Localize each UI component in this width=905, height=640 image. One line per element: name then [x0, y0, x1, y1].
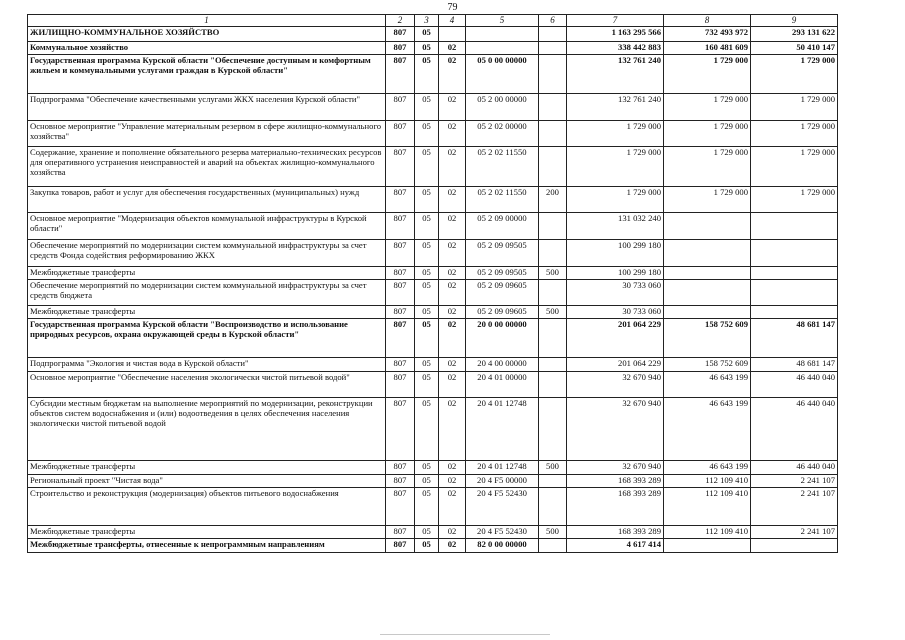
subsection-code: 02 — [439, 41, 466, 54]
amount-year-2 — [664, 212, 751, 239]
table-row — [28, 93, 838, 120]
row-name: Межбюджетные трансферты — [28, 460, 386, 474]
ministry-code: 807 — [386, 266, 415, 279]
amount-year-1: 168 393 289 — [567, 525, 664, 538]
amount-year-1: 32 670 940 — [567, 371, 664, 397]
section-code: 05 — [415, 54, 439, 93]
subsection-code: 02 — [439, 487, 466, 525]
section-code: 05 — [415, 538, 439, 552]
row-name: Основное мероприятие "Модернизация объектов коммунальной инфраструктуры в Курской области" — [28, 212, 386, 239]
table-row — [28, 371, 838, 397]
row-name: Подпрограмма "Обеспечение качественными услугами ЖКХ населения Курской области" — [28, 93, 386, 120]
row-name: ЖИЛИЩНО-КОММУНАЛЬНОЕ ХОЗЯЙСТВО — [28, 26, 386, 41]
section-code: 05 — [415, 186, 439, 212]
subsection-code: 02 — [439, 357, 466, 371]
row-name: Межбюджетные трансферты — [28, 266, 386, 279]
column-number-row — [28, 15, 838, 27]
target-article-code — [466, 41, 539, 54]
column-number: 7 — [567, 15, 664, 27]
amount-year-3 — [751, 212, 838, 239]
amount-year-1: 32 670 940 — [567, 397, 664, 460]
table-row — [28, 538, 838, 552]
amount-year-2 — [664, 266, 751, 279]
ministry-code: 807 — [386, 41, 415, 54]
row-name: Государственная программа Курской области "Воспроизводство и использование природных ресурсов, охрана окружающей среды в Курской области" — [28, 318, 386, 357]
row-name: Основное мероприятие "Обеспечение населения экологически чистой питьевой водой" — [28, 371, 386, 397]
target-article-code: 05 2 09 09505 — [466, 266, 539, 279]
amount-year-2: 158 752 609 — [664, 318, 751, 357]
amount-year-1: 32 670 940 — [567, 460, 664, 474]
row-name: Основное мероприятие "Управление материальным резервом в сфере жилищно-коммунального хозяйства" — [28, 120, 386, 146]
subsection-code: 02 — [439, 525, 466, 538]
amount-year-3: 1 729 000 — [751, 54, 838, 93]
target-article-code: 20 4 F5 52430 — [466, 487, 539, 525]
expense-type-code — [539, 26, 567, 41]
table-row — [28, 239, 838, 266]
row-name: Региональный проект "Чистая вода" — [28, 474, 386, 487]
expense-type-code — [539, 146, 567, 186]
ministry-code: 807 — [386, 397, 415, 460]
target-article-code: 05 2 00 00000 — [466, 93, 539, 120]
target-article-code: 20 4 F5 00000 — [466, 474, 539, 487]
amount-year-3: 46 440 040 — [751, 371, 838, 397]
ministry-code: 807 — [386, 212, 415, 239]
ministry-code: 807 — [386, 120, 415, 146]
expense-type-code — [539, 212, 567, 239]
amount-year-3 — [751, 305, 838, 318]
expense-type-code — [539, 93, 567, 120]
target-article-code: 20 4 01 00000 — [466, 371, 539, 397]
amount-year-1: 168 393 289 — [567, 487, 664, 525]
table-row — [28, 41, 838, 54]
expense-type-code — [539, 120, 567, 146]
amount-year-3: 1 729 000 — [751, 93, 838, 120]
ministry-code: 807 — [386, 538, 415, 552]
amount-year-1: 1 729 000 — [567, 146, 664, 186]
target-article-code: 05 2 09 09605 — [466, 279, 539, 305]
ministry-code: 807 — [386, 474, 415, 487]
amount-year-3: 48 681 147 — [751, 318, 838, 357]
table-row — [28, 212, 838, 239]
amount-year-3: 293 131 622 — [751, 26, 838, 41]
ministry-code: 807 — [386, 525, 415, 538]
amount-year-1: 100 299 180 — [567, 239, 664, 266]
amount-year-2: 160 481 609 — [664, 41, 751, 54]
expense-type-code — [539, 239, 567, 266]
amount-year-1: 30 733 060 — [567, 305, 664, 318]
section-code: 05 — [415, 397, 439, 460]
ministry-code: 807 — [386, 318, 415, 357]
ministry-code: 807 — [386, 487, 415, 525]
section-code: 05 — [415, 120, 439, 146]
row-name: Межбюджетные трансферты, отнесенные к непрограммным направлениям — [28, 538, 386, 552]
expense-type-code — [539, 538, 567, 552]
expense-type-code — [539, 397, 567, 460]
table-row — [28, 460, 838, 474]
row-name: Межбюджетные трансферты — [28, 525, 386, 538]
subsection-code: 02 — [439, 266, 466, 279]
amount-year-3 — [751, 266, 838, 279]
amount-year-1: 132 761 240 — [567, 54, 664, 93]
target-article-code: 05 2 02 11550 — [466, 186, 539, 212]
column-number: 1 — [28, 15, 386, 27]
section-code: 05 — [415, 305, 439, 318]
expense-type-code: 200 — [539, 186, 567, 212]
expense-type-code: 500 — [539, 266, 567, 279]
ministry-code: 807 — [386, 371, 415, 397]
column-number: 8 — [664, 15, 751, 27]
row-name: Закупка товаров, работ и услуг для обеспечения государственных (муниципальных) нужд — [28, 186, 386, 212]
amount-year-3: 46 440 040 — [751, 397, 838, 460]
amount-year-3 — [751, 239, 838, 266]
table-row — [28, 54, 838, 93]
amount-year-3: 46 440 040 — [751, 460, 838, 474]
target-article-code: 20 0 00 00000 — [466, 318, 539, 357]
section-code: 05 — [415, 460, 439, 474]
section-code: 05 — [415, 41, 439, 54]
column-number: 9 — [751, 15, 838, 27]
amount-year-1: 168 393 289 — [567, 474, 664, 487]
table-row — [28, 279, 838, 305]
target-article-code: 20 4 F5 52430 — [466, 525, 539, 538]
ministry-code: 807 — [386, 26, 415, 41]
amount-year-3: 1 729 000 — [751, 146, 838, 186]
expense-type-code — [539, 54, 567, 93]
expense-type-code: 500 — [539, 525, 567, 538]
amount-year-1: 1 729 000 — [567, 120, 664, 146]
subsection-code: 02 — [439, 371, 466, 397]
target-article-code: 20 4 01 12748 — [466, 397, 539, 460]
amount-year-1: 338 442 883 — [567, 41, 664, 54]
table-row — [28, 525, 838, 538]
ministry-code: 807 — [386, 93, 415, 120]
section-code: 05 — [415, 279, 439, 305]
table-row — [28, 146, 838, 186]
subsection-code: 02 — [439, 538, 466, 552]
table-row — [28, 318, 838, 357]
expense-type-code — [539, 474, 567, 487]
amount-year-1: 100 299 180 — [567, 266, 664, 279]
target-article-code: 05 2 02 00000 — [466, 120, 539, 146]
subsection-code: 02 — [439, 93, 466, 120]
target-article-code: 20 4 00 00000 — [466, 357, 539, 371]
amount-year-2: 1 729 000 — [664, 146, 751, 186]
amount-year-2 — [664, 239, 751, 266]
amount-year-3: 50 410 147 — [751, 41, 838, 54]
amount-year-3: 2 241 107 — [751, 474, 838, 487]
row-name: Строительство и реконструкция (модернизация) объектов питьевого водоснабжения — [28, 487, 386, 525]
expense-type-code — [539, 279, 567, 305]
amount-year-2: 1 729 000 — [664, 186, 751, 212]
column-number: 5 — [466, 15, 539, 27]
subsection-code: 02 — [439, 212, 466, 239]
amount-year-2: 1 729 000 — [664, 120, 751, 146]
table-row — [28, 474, 838, 487]
expense-type-code — [539, 318, 567, 357]
ministry-code: 807 — [386, 305, 415, 318]
expense-type-code — [539, 41, 567, 54]
amount-year-1: 201 064 229 — [567, 318, 664, 357]
amount-year-2: 46 643 199 — [664, 371, 751, 397]
target-article-code: 20 4 01 12748 — [466, 460, 539, 474]
target-article-code: 05 0 00 00000 — [466, 54, 539, 93]
ministry-code: 807 — [386, 146, 415, 186]
table-row — [28, 305, 838, 318]
expense-type-code: 500 — [539, 460, 567, 474]
table-body — [28, 15, 838, 553]
section-code: 05 — [415, 239, 439, 266]
row-name: Коммунальное хозяйство — [28, 41, 386, 54]
amount-year-1: 131 032 240 — [567, 212, 664, 239]
target-article-code: 05 2 09 09605 — [466, 305, 539, 318]
expense-type-code — [539, 357, 567, 371]
target-article-code: 05 2 09 00000 — [466, 212, 539, 239]
budget-table — [27, 14, 838, 553]
amount-year-2 — [664, 279, 751, 305]
subsection-code: 02 — [439, 397, 466, 460]
expense-type-code — [539, 371, 567, 397]
section-code: 05 — [415, 26, 439, 41]
column-number: 6 — [539, 15, 567, 27]
amount-year-2: 732 493 972 — [664, 26, 751, 41]
section-code: 05 — [415, 357, 439, 371]
amount-year-1: 201 064 229 — [567, 357, 664, 371]
amount-year-1: 1 729 000 — [567, 186, 664, 212]
table-row — [28, 266, 838, 279]
amount-year-2: 112 109 410 — [664, 525, 751, 538]
subsection-code: 02 — [439, 305, 466, 318]
section-code: 05 — [415, 487, 439, 525]
section-code: 05 — [415, 474, 439, 487]
amount-year-1: 132 761 240 — [567, 93, 664, 120]
ministry-code: 807 — [386, 186, 415, 212]
section-code: 05 — [415, 146, 439, 186]
subsection-code: 02 — [439, 54, 466, 93]
amount-year-3: 1 729 000 — [751, 120, 838, 146]
table-row — [28, 186, 838, 212]
column-number: 2 — [386, 15, 415, 27]
target-article-code — [466, 26, 539, 41]
amount-year-2: 1 729 000 — [664, 54, 751, 93]
subsection-code: 02 — [439, 120, 466, 146]
subsection-code: 02 — [439, 474, 466, 487]
subsection-code: 02 — [439, 318, 466, 357]
section-code: 05 — [415, 266, 439, 279]
page-number: 79 — [447, 2, 458, 13]
row-name: Государственная программа Курской области "Обеспечение доступным и комфортным жильем и коммунальными услугами граждан в Курской области" — [28, 54, 386, 93]
scan-artifact — [380, 634, 550, 635]
amount-year-1: 30 733 060 — [567, 279, 664, 305]
row-name: Подпрограмма "Экология и чистая вода в Курской области" — [28, 357, 386, 371]
amount-year-2: 158 752 609 — [664, 357, 751, 371]
amount-year-2: 112 109 410 — [664, 474, 751, 487]
amount-year-2 — [664, 305, 751, 318]
table-row — [28, 397, 838, 460]
table-row — [28, 120, 838, 146]
amount-year-2: 46 643 199 — [664, 460, 751, 474]
expense-type-code: 500 — [539, 305, 567, 318]
row-name: Обеспечение мероприятий по модернизации систем коммунальной инфраструктуры за счет средств бюджета — [28, 279, 386, 305]
target-article-code: 05 2 02 11550 — [466, 146, 539, 186]
amount-year-2 — [664, 538, 751, 552]
amount-year-1: 4 617 414 — [567, 538, 664, 552]
section-code: 05 — [415, 93, 439, 120]
amount-year-2: 112 109 410 — [664, 487, 751, 525]
ministry-code: 807 — [386, 357, 415, 371]
amount-year-3 — [751, 538, 838, 552]
amount-year-3 — [751, 279, 838, 305]
subsection-code: 02 — [439, 279, 466, 305]
section-code: 05 — [415, 525, 439, 538]
row-name: Обеспечение мероприятий по модернизации систем коммунальной инфраструктуры за счет средств Фонда содействия реформированию ЖКХ — [28, 239, 386, 266]
column-number: 4 — [439, 15, 466, 27]
section-code: 05 — [415, 318, 439, 357]
subsection-code — [439, 26, 466, 41]
ministry-code: 807 — [386, 279, 415, 305]
row-name: Межбюджетные трансферты — [28, 305, 386, 318]
amount-year-3: 48 681 147 — [751, 357, 838, 371]
subsection-code: 02 — [439, 146, 466, 186]
subsection-code: 02 — [439, 239, 466, 266]
table-row — [28, 26, 838, 41]
ministry-code: 807 — [386, 460, 415, 474]
ministry-code: 807 — [386, 54, 415, 93]
amount-year-3: 2 241 107 — [751, 487, 838, 525]
subsection-code: 02 — [439, 186, 466, 212]
section-code: 05 — [415, 212, 439, 239]
section-code: 05 — [415, 371, 439, 397]
expense-type-code — [539, 487, 567, 525]
ministry-code: 807 — [386, 239, 415, 266]
subsection-code: 02 — [439, 460, 466, 474]
target-article-code: 82 0 00 00000 — [466, 538, 539, 552]
row-name: Субсидии местным бюджетам на выполнение мероприятий по модернизации, реконструкции объектов систем водоснабжения и (или) водоотведения в целях обеспечения населения экологически чистой питьевой водой — [28, 397, 386, 460]
column-number: 3 — [415, 15, 439, 27]
amount-year-3: 1 729 000 — [751, 186, 838, 212]
row-name: Содержание, хранение и пополнение обязательного резерва материально-технических ресурсов для оперативного устранения неисправностей и аварий на объектах жилищно-коммунального хозяйства — [28, 146, 386, 186]
table-row — [28, 357, 838, 371]
amount-year-1: 1 163 295 566 — [567, 26, 664, 41]
amount-year-3: 2 241 107 — [751, 525, 838, 538]
target-article-code: 05 2 09 09505 — [466, 239, 539, 266]
table-row — [28, 487, 838, 525]
amount-year-2: 1 729 000 — [664, 93, 751, 120]
amount-year-2: 46 643 199 — [664, 397, 751, 460]
